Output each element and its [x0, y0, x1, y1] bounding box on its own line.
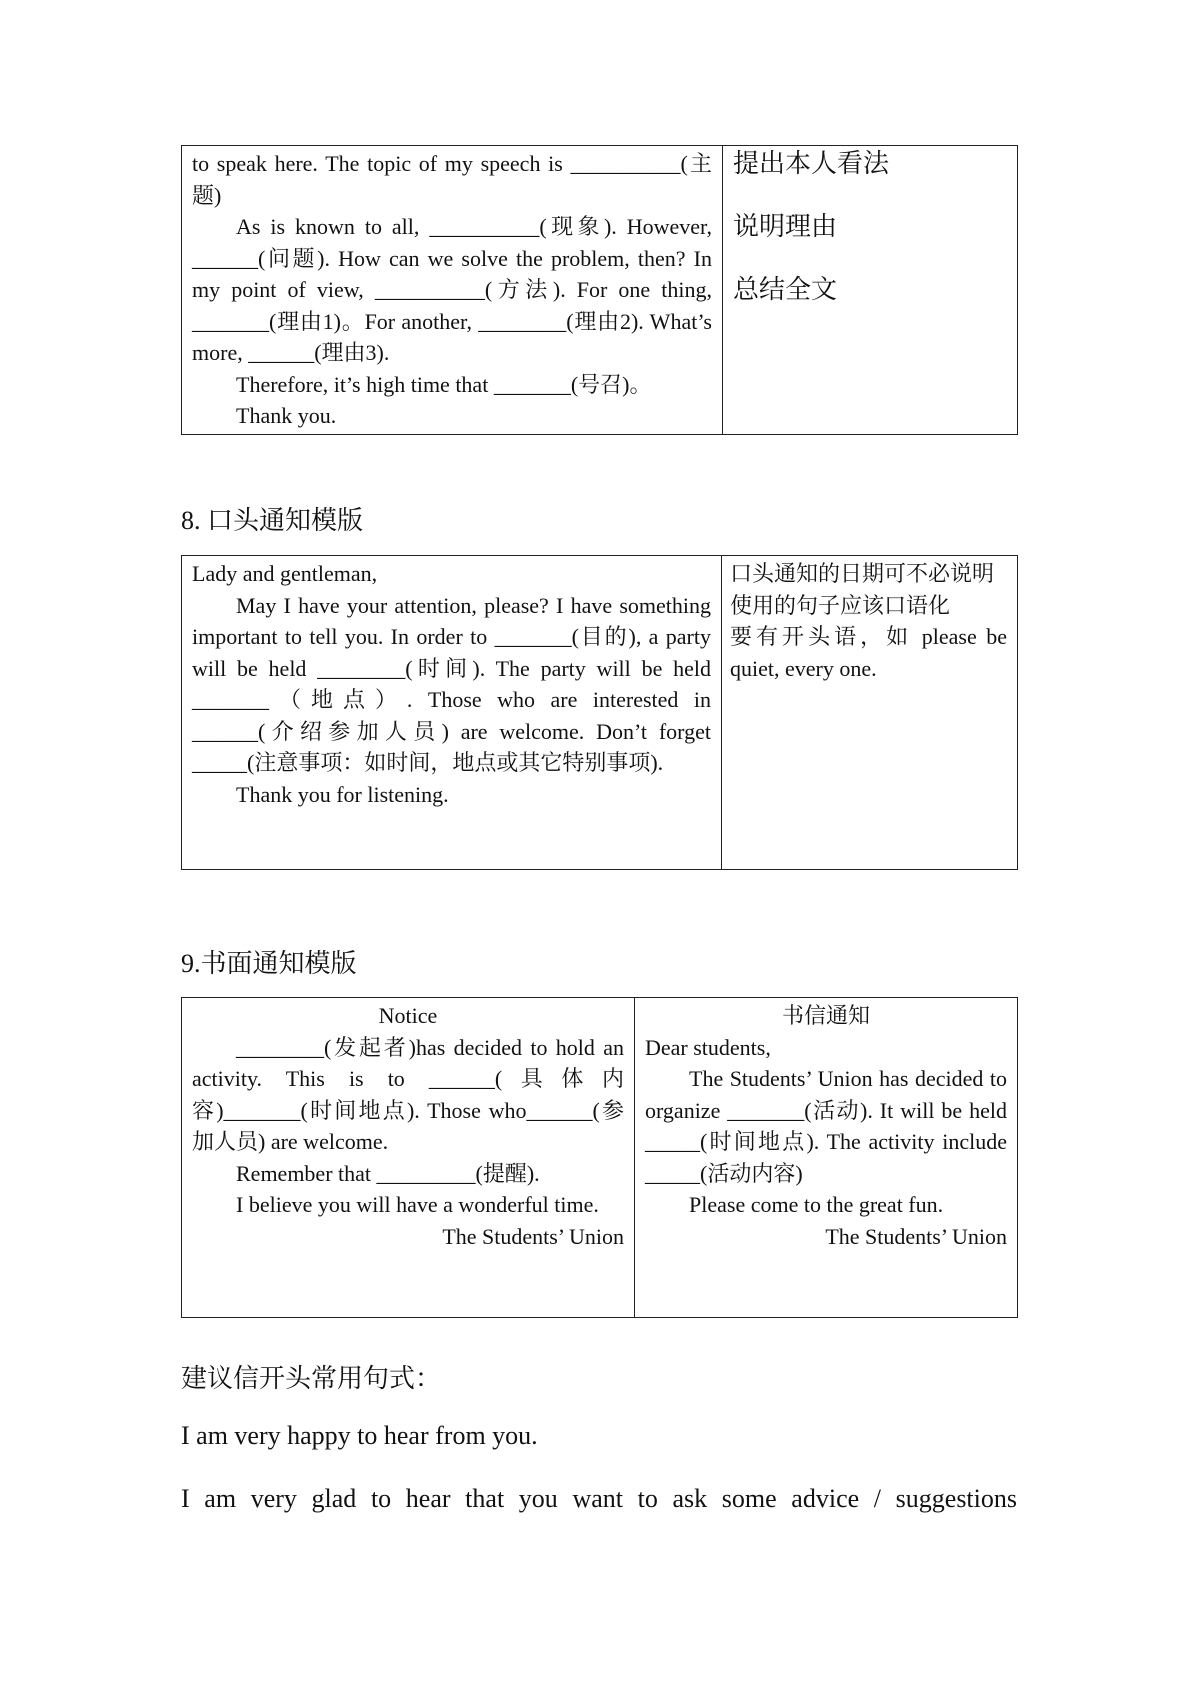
letter-salutation: Dear students, — [645, 1034, 771, 1060]
speech-template-table — [181, 145, 1018, 435]
speech-line-body: As is known to all, __________(现象). However, ______(问题). How can we solve the problem, then? In my point of view, __________(方法). For one thing, _______(理由1)。For another, ________(理由2). What’s more, ______(理由3). — [192, 214, 712, 365]
oral-note-2: 使用的句子应该口语化 — [730, 592, 951, 618]
speech-note-1: 提出本人看法 — [733, 149, 890, 178]
notice-paragraph-1: ________(发起者)has decided to hold an activity. This is to ______(具体内容)_______(时间地点). Those who______(参加人员) are welcome. — [192, 1034, 624, 1154]
speech-line-thanks: Thank you. — [236, 403, 337, 428]
notice-paragraph-2: Remember that _________(提醒). — [236, 1160, 540, 1186]
oral-notice-table — [181, 555, 1018, 870]
speech-line-topic: to speak here. The topic of my speech is __________(主题) — [192, 151, 712, 208]
section8-heading: 8. 口头通知模版 — [181, 506, 364, 535]
oral-notice-thanks: Thank you for listening. — [236, 781, 449, 807]
written-notice-left — [182, 998, 635, 1318]
letter-notice-title: 书信通知 — [781, 1003, 870, 1028]
oral-notice-greeting: Lady and gentleman, — [192, 561, 378, 586]
advice-line-2: I am very glad to hear that you want to ask some advice / suggestions — [181, 1484, 1017, 1513]
speech-template-notes — [723, 146, 1018, 435]
speech-line-call: Therefore, it’s high time that _______(号召)。 — [236, 371, 652, 397]
letter-paragraph-1: The Students’ Union has decided to organize _______(活动). It will be held _____(时间地点). The activity include _____(活动内容) — [645, 1066, 1007, 1186]
advice-line-1: I am very happy to hear from you. — [181, 1421, 538, 1450]
oral-notice-text — [182, 556, 722, 870]
notice-signature: The Students’ Union — [442, 1223, 624, 1249]
advice-letter-heading: 建议信开头常用句式： — [181, 1364, 442, 1393]
speech-note-2: 说明理由 — [733, 212, 838, 241]
oral-note-3: 要有开头语，如 please be quiet, every one. — [730, 624, 1007, 681]
speech-note-3: 总结全文 — [733, 275, 838, 304]
oral-note-1: 口头通知的日期可不必说明 — [730, 561, 995, 586]
speech-template-text — [182, 146, 723, 435]
notice-title: Notice — [378, 1003, 438, 1028]
section9-heading: 9.书面通知模版 — [181, 949, 357, 978]
oral-notice-notes — [722, 556, 1018, 870]
written-notice-right — [635, 998, 1018, 1318]
letter-signature: The Students’ Union — [825, 1223, 1007, 1249]
letter-paragraph-2: Please come to the great fun. — [689, 1192, 944, 1217]
oral-notice-body: May I have your attention, please? I have something important to tell you. In order to _______(目的), a party will be held ________(时间). The party will be held _______（地点）. Those who are interested in ______(介绍参加人员) are welcome. Don’t forget _____(注意事项：如时间，地点或其它特别事项). — [192, 592, 711, 775]
notice-paragraph-3: I believe you will have a wonderful time. — [236, 1192, 599, 1217]
written-notice-table — [181, 997, 1018, 1318]
